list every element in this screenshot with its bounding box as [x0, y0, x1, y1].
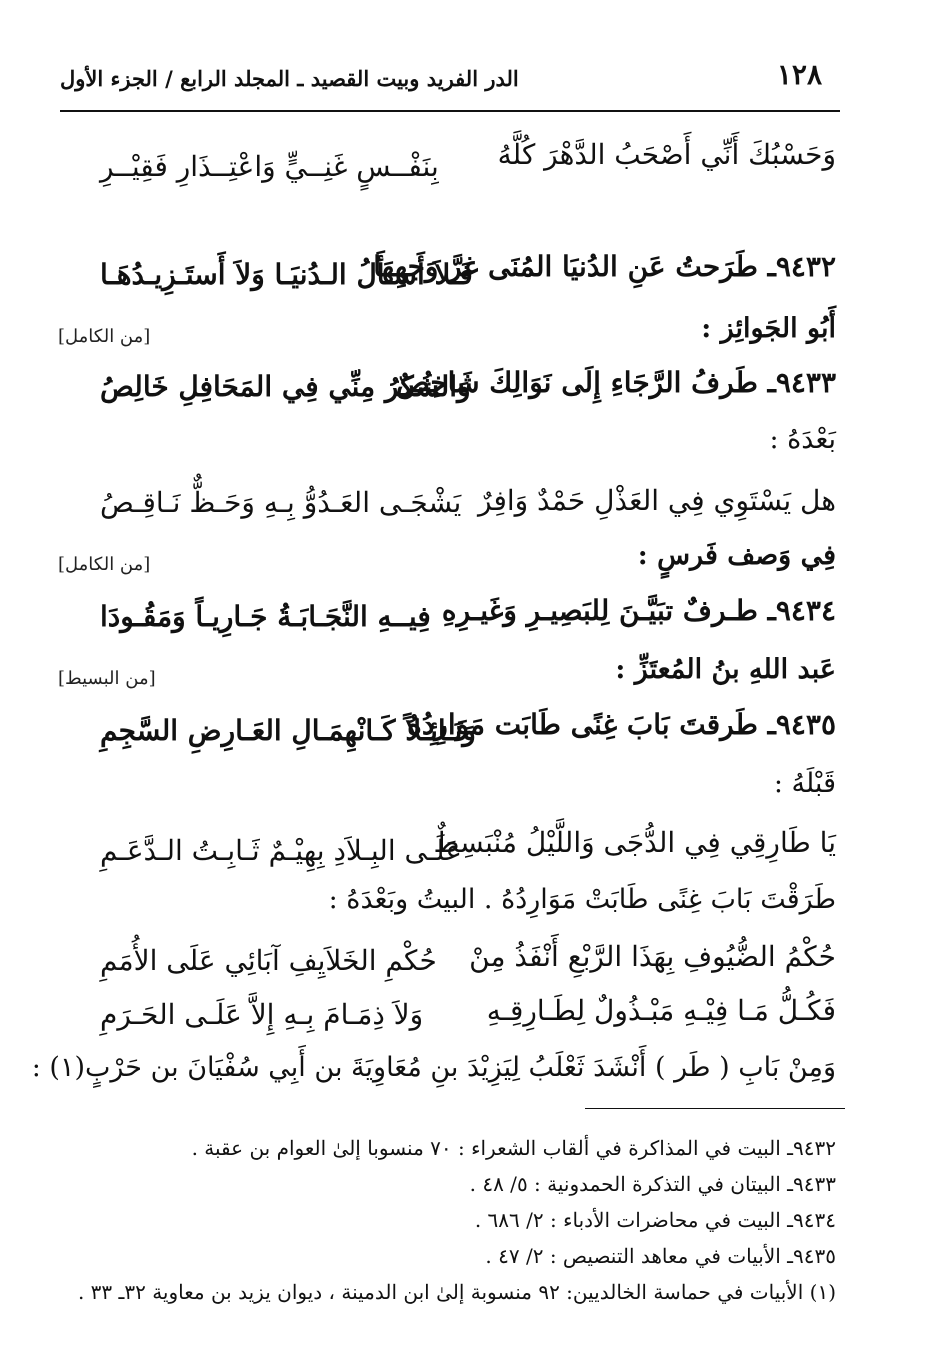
prose-line-2: وَمِنْ بَابِ ( طَر ) أَنْشَدَ ثَعْلَبُ لِيَزِيْدَ بنِ مُعَاوِيَةَ بن أَبِي سُفْيَانَ بن حَرْبٍ(١) : [31, 1052, 836, 1083]
verse-9434-left-hemistich: فِيــهِ النَّجَـابَـةُ جَـارِيـاً وَمَقُـودَا [100, 600, 431, 633]
footnote-1: (١) الأبيات في حماسة الخالديين: ٩٢ منسوبة إلىٰ ابن الدمينة ، ديوان يزيد بن معاوية ٣٢ـ ٣٣ . [77, 1280, 836, 1304]
verse-9435-left-hemistich: وَنَـائِـلاً كَـانْهِمَـالِ العَـارِضِ السَّجِمِ [100, 714, 476, 747]
verse-9432-left-hemistich: فَـلاَ أَسـأَلُ الـدُنيَـا وَلاَ أَستَـزِيـدُهَـا [100, 258, 473, 291]
footnote-9435: ٩٤٣٥ـ الأبيات في معاهد التنصيص : ٢/ ٤٧ . [485, 1244, 836, 1268]
verse-before-9435-right-hemistich: يَا طَارِقِي فِي الدُّجَى وَاللَّيْلُ مُنْبَسِطٌ [433, 826, 836, 859]
footnote-rule [585, 1108, 845, 1109]
meter-label-1: [من الكامل] [58, 326, 151, 347]
verse-9435-right-hemistich: ٩٤٣٥ـ طَرقتَ بَابَ غِنًى طَابَت مَوَارِدُهُ [407, 708, 836, 741]
footnote-9432: ٩٤٣٢ـ البيت في المذاكرة في ألقاب الشعراء : ٧٠ منسوبا إلىٰ العوام بن عقبة . [191, 1136, 836, 1160]
poet-abu-jawaiz: أَبُو الجَوائِز : [701, 313, 836, 344]
verse-after-9433-left-hemistich: يَشْجَـى العَـدُوُّ بِـهِ وَحَـظٌّ نَـاقِـصُ [100, 486, 462, 519]
intro-after: بَعْدَهُ : [769, 424, 836, 455]
verse-9433-left-hemistich: وَالشُكرُ مِنِّي فِي المَحَافِلِ خَالِصُ [100, 370, 471, 403]
verse-after-9435-a-left-hemistich: حُكْمِ الخَلاَيِفِ آبَائِي عَلَى الأُمَمِ [100, 944, 437, 977]
poet-abdullah-ibn-mutazz: عَبد اللهِ بنُ المُعتَزِّ : [615, 654, 836, 685]
intro-horse-description: فِي وَصف فَرسٍ : [637, 540, 836, 571]
verse-after-9435-a-right-hemistich: حُكْمُ الضُّيُوفِ بِهَذَا الرَّبْعِ أَنْفَذُ مِنْ [469, 940, 836, 973]
verse-9433-right-hemistich: ٩٤٣٣ـ طَرفُ الرَّجَاءِ إِلَى نَوَالِكَ شَاخِصٌ [395, 366, 836, 399]
meter-label-2: [من الكامل] [58, 554, 151, 575]
intro-before: قَبْلَهُ : [773, 768, 836, 799]
verse-9434-right-hemistich: ٩٤٣٤ـ طـرفٌ تبَيَّـنَ لِلبَصِيـرِ وَغَيـرِهِ [441, 594, 836, 627]
page-number: ١٢٨ [776, 58, 822, 91]
meter-label-3: [من البسيط] [58, 668, 156, 689]
verse-1-left-hemistich: بِنَفْــسٍ غَنِــيٍّ وَاعْتِــذَارِ فَقِيْــرِ [100, 150, 439, 183]
verse-after-9435-b-left-hemistich: وَلاَ ذِمَـامَ بِـهِ إِلاَّ عَلَـى الحَـرَمِ [100, 998, 424, 1031]
verse-1-right-hemistich: وَحَسْبُكَ أَنِّي أَصْحَبُ الدَّهْرَ كُلَّهُ [497, 138, 836, 171]
footnote-9434: ٩٤٣٤ـ البيت في محاضرات الأدباء : ٢/ ٦٨٦ . [474, 1208, 836, 1232]
footnote-9433: ٩٤٣٣ـ البيتان في التذكرة الحمدونية : ٥/ ٤٨ . [469, 1172, 836, 1196]
verse-9432-right-hemistich: ٩٤٣٢ـ طَرَحتُ عَنِ الدُنيَا المُنَى غرَّ وَجهِهَا [373, 250, 836, 283]
verse-after-9435-b-right-hemistich: فَكُـلُّ مَـا فِيْـهِ مَبْـذُولٌ لِطَـارِقِـهِ [486, 994, 836, 1027]
running-title: الدر الفريد وبيت القصيد ـ المجلد الرابع / الجزء الأول [60, 66, 519, 91]
verse-before-9435-left-hemistich: عَلَـى البِـلاَدِ بِهِيْـمٌ ثَـابِـتُ الـدَّعَـمِ [100, 834, 463, 867]
header-rule [60, 110, 840, 112]
verse-after-9433-right-hemistich: هل يَسْتَوِي فِي العَذْلِ حَمْدٌ وَافِرٌ [478, 484, 836, 517]
prose-line-1: طَرَقْتَ بَابَ غِنًى طَابَتْ مَوَارِدُهُ . البيتُ وبَعْدَهُ : [328, 884, 836, 915]
